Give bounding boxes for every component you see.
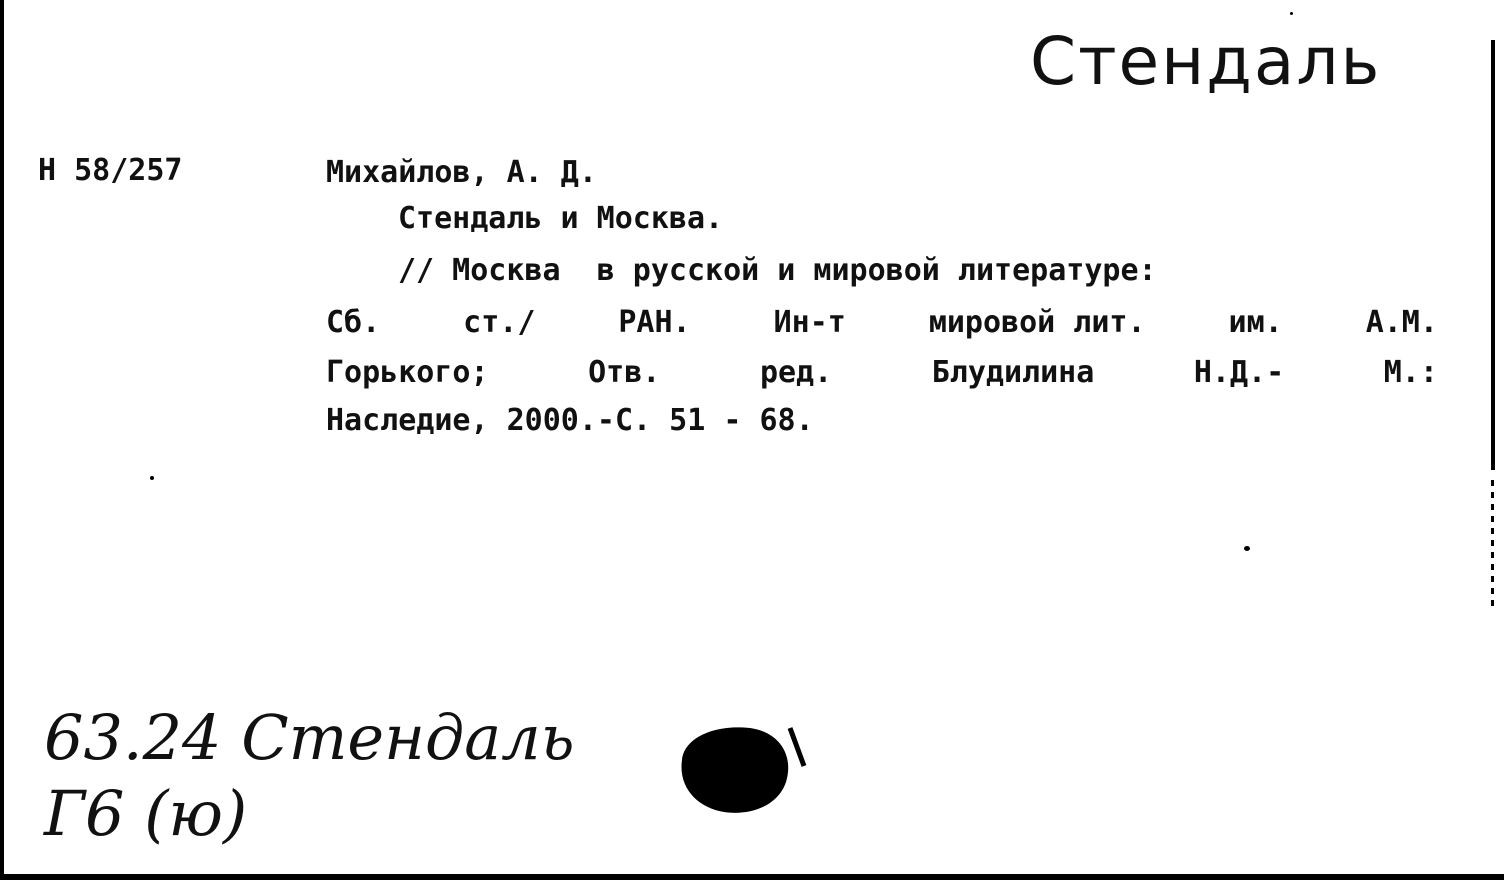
source-word: РАН. [618,305,691,340]
source-line-1: // Москва в русской и мировой литературе: [398,253,1157,288]
handwritten-heading: Стендаль [1030,23,1382,100]
source-word: ст./ [463,305,536,340]
source-word: Горького; [326,355,489,390]
source-line-2 [326,305,1438,340]
title: Стендаль и Москва. [398,201,724,236]
source-word: Сб. [326,305,381,340]
card-border-left [0,0,4,876]
source-word: ред. [759,355,833,390]
speck [150,476,154,480]
source-line-3 [326,355,1438,390]
source-line-4: Наследие, 2000.-С. 51 - 68. [326,403,814,438]
author: Михайлов, А. Д. [326,155,597,190]
card-border-right-dashed [1491,480,1494,610]
classification-line-1: 63.24 Стендаль [44,701,575,774]
source-word: М.: [1383,355,1438,390]
classification-line-2: Г6 (ю) [44,777,248,850]
speck [1290,12,1293,15]
source-word: мировой лит. [928,305,1146,340]
card-border-right [1491,40,1495,470]
card-border-bottom [0,874,1504,880]
source-word: Блудилина [931,355,1095,390]
source-word: Ин-т [773,305,846,340]
call-number: Н 58/257 [38,153,183,188]
source-word: Отв. [588,355,661,390]
punch-hole-mark [670,716,820,826]
source-word: Н.Д.- [1193,355,1285,390]
source-word: А.М. [1365,305,1438,340]
speck [1244,546,1250,551]
source-word: им. [1228,305,1283,340]
